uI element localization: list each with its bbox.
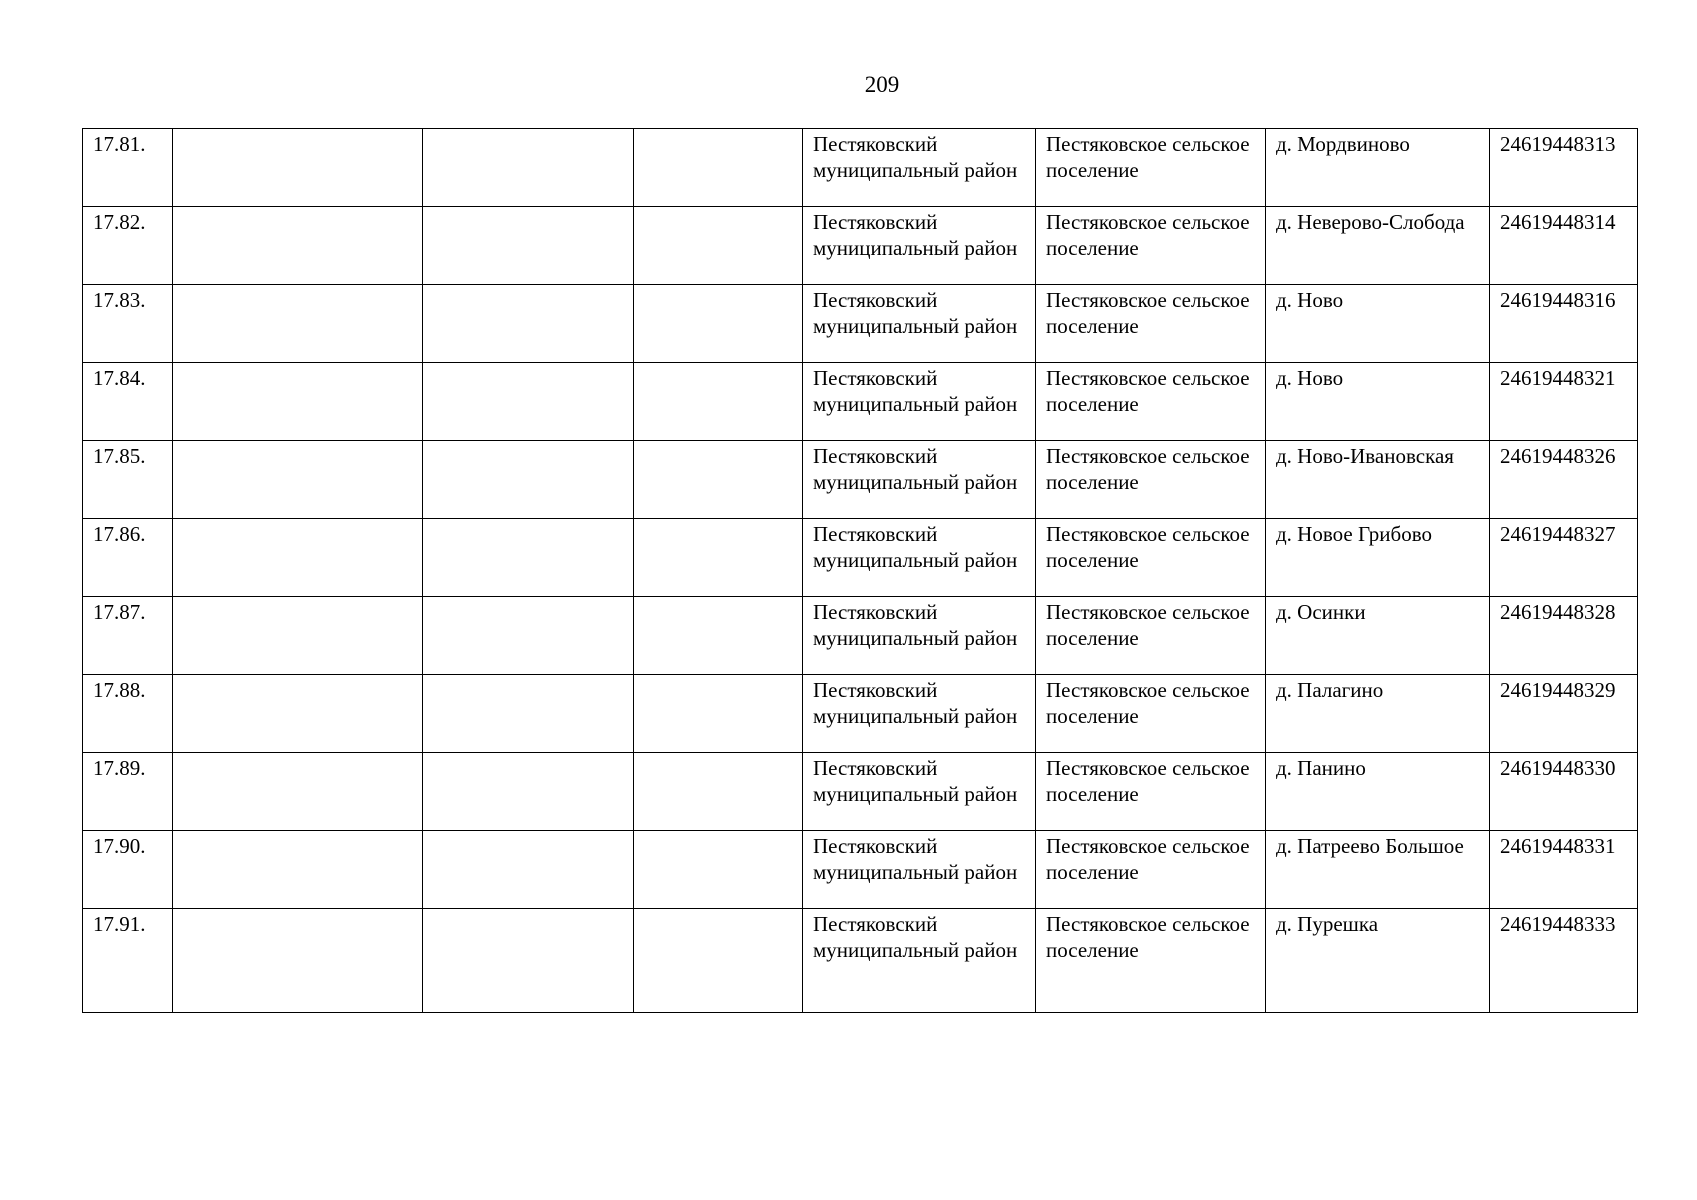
empty-cell bbox=[173, 363, 423, 441]
empty-cell bbox=[423, 831, 634, 909]
district-cell: Пестяковский муниципальный район bbox=[803, 207, 1036, 285]
oktmo-code-cell: 24619448328 bbox=[1490, 597, 1638, 675]
empty-cell bbox=[634, 285, 803, 363]
empty-cell bbox=[634, 363, 803, 441]
row-number: 17.85. bbox=[83, 441, 173, 519]
empty-cell bbox=[634, 441, 803, 519]
settlement-cell: Пестяковское сельское поселение bbox=[1036, 753, 1266, 831]
empty-cell bbox=[634, 519, 803, 597]
district-cell: Пестяковский муниципальный район bbox=[803, 909, 1036, 1013]
row-number: 17.83. bbox=[83, 285, 173, 363]
settlement-cell: Пестяковское сельское поселение bbox=[1036, 909, 1266, 1013]
locality-cell: д. Ново-Ивановская bbox=[1266, 441, 1490, 519]
empty-cell bbox=[423, 441, 634, 519]
settlement-cell: Пестяковское сельское поселение bbox=[1036, 129, 1266, 207]
settlement-cell: Пестяковское сельское поселение bbox=[1036, 519, 1266, 597]
oktmo-code-cell: 24619448329 bbox=[1490, 675, 1638, 753]
empty-cell bbox=[173, 129, 423, 207]
empty-cell bbox=[173, 519, 423, 597]
oktmo-code-cell: 24619448321 bbox=[1490, 363, 1638, 441]
page-number: 209 bbox=[864, 72, 900, 97]
table-row bbox=[83, 909, 1638, 1013]
row-number: 17.91. bbox=[83, 909, 173, 1013]
locality-cell: д. Палагино bbox=[1266, 675, 1490, 753]
locality-cell: д. Ново bbox=[1266, 285, 1490, 363]
table-row bbox=[83, 129, 1638, 207]
locality-cell: д. Мордвиново bbox=[1266, 129, 1490, 207]
row-number: 17.88. bbox=[83, 675, 173, 753]
row-number: 17.84. bbox=[83, 363, 173, 441]
locality-cell: д. Патреево Большое bbox=[1266, 831, 1490, 909]
table-row bbox=[83, 363, 1638, 441]
district-cell: Пестяковский муниципальный район bbox=[803, 519, 1036, 597]
locality-cell: д. Неверово-Слобода bbox=[1266, 207, 1490, 285]
district-cell: Пестяковский муниципальный район bbox=[803, 363, 1036, 441]
table-row bbox=[83, 753, 1638, 831]
row-number: 17.86. bbox=[83, 519, 173, 597]
empty-cell bbox=[173, 597, 423, 675]
settlement-cell: Пестяковское сельское поселение bbox=[1036, 597, 1266, 675]
empty-cell bbox=[423, 363, 634, 441]
row-number: 17.82. bbox=[83, 207, 173, 285]
empty-cell bbox=[423, 129, 634, 207]
locality-cell: д. Панино bbox=[1266, 753, 1490, 831]
district-cell: Пестяковский муниципальный район bbox=[803, 675, 1036, 753]
settlement-cell: Пестяковское сельское поселение bbox=[1036, 831, 1266, 909]
oktmo-code-cell: 24619448331 bbox=[1490, 831, 1638, 909]
registry-table-body bbox=[83, 129, 1638, 1013]
oktmo-code-cell: 24619448327 bbox=[1490, 519, 1638, 597]
empty-cell bbox=[173, 831, 423, 909]
table-row bbox=[83, 519, 1638, 597]
table-row bbox=[83, 441, 1638, 519]
oktmo-code-cell: 24619448316 bbox=[1490, 285, 1638, 363]
empty-cell bbox=[173, 909, 423, 1013]
settlement-cell: Пестяковское сельское поселение bbox=[1036, 285, 1266, 363]
settlement-cell: Пестяковское сельское поселение bbox=[1036, 207, 1266, 285]
oktmo-code-cell: 24619448313 bbox=[1490, 129, 1638, 207]
district-cell: Пестяковский муниципальный район bbox=[803, 441, 1036, 519]
oktmo-code-cell: 24619448326 bbox=[1490, 441, 1638, 519]
empty-cell bbox=[173, 207, 423, 285]
empty-cell bbox=[634, 675, 803, 753]
empty-cell bbox=[634, 207, 803, 285]
empty-cell bbox=[423, 675, 634, 753]
empty-cell bbox=[634, 753, 803, 831]
empty-cell bbox=[423, 753, 634, 831]
table-row bbox=[83, 675, 1638, 753]
empty-cell bbox=[173, 753, 423, 831]
empty-cell bbox=[423, 519, 634, 597]
locality-cell: д. Осинки bbox=[1266, 597, 1490, 675]
oktmo-code-cell: 24619448333 bbox=[1490, 909, 1638, 1013]
table-row bbox=[83, 597, 1638, 675]
empty-cell bbox=[173, 675, 423, 753]
row-number: 17.81. bbox=[83, 129, 173, 207]
row-number: 17.87. bbox=[83, 597, 173, 675]
locality-cell: д. Пурешка bbox=[1266, 909, 1490, 1013]
row-number: 17.89. bbox=[83, 753, 173, 831]
locality-cell: д. Ново bbox=[1266, 363, 1490, 441]
empty-cell bbox=[423, 285, 634, 363]
settlement-cell: Пестяковское сельское поселение bbox=[1036, 441, 1266, 519]
empty-cell bbox=[634, 597, 803, 675]
empty-cell bbox=[423, 597, 634, 675]
district-cell: Пестяковский муниципальный район bbox=[803, 285, 1036, 363]
table-row bbox=[83, 207, 1638, 285]
empty-cell bbox=[423, 207, 634, 285]
oktmo-code-cell: 24619448314 bbox=[1490, 207, 1638, 285]
district-cell: Пестяковский муниципальный район bbox=[803, 831, 1036, 909]
settlement-cell: Пестяковское сельское поселение bbox=[1036, 363, 1266, 441]
settlement-cell: Пестяковское сельское поселение bbox=[1036, 675, 1266, 753]
empty-cell bbox=[173, 441, 423, 519]
empty-cell bbox=[634, 909, 803, 1013]
empty-cell bbox=[423, 909, 634, 1013]
empty-cell bbox=[634, 129, 803, 207]
table-row bbox=[83, 831, 1638, 909]
empty-cell bbox=[173, 285, 423, 363]
locality-cell: д. Новое Грибово bbox=[1266, 519, 1490, 597]
district-cell: Пестяковский муниципальный район bbox=[803, 753, 1036, 831]
oktmo-code-cell: 24619448330 bbox=[1490, 753, 1638, 831]
empty-cell bbox=[634, 831, 803, 909]
district-cell: Пестяковский муниципальный район bbox=[803, 597, 1036, 675]
registry-table bbox=[82, 128, 1638, 1013]
district-cell: Пестяковский муниципальный район bbox=[803, 129, 1036, 207]
row-number: 17.90. bbox=[83, 831, 173, 909]
table-row bbox=[83, 285, 1638, 363]
